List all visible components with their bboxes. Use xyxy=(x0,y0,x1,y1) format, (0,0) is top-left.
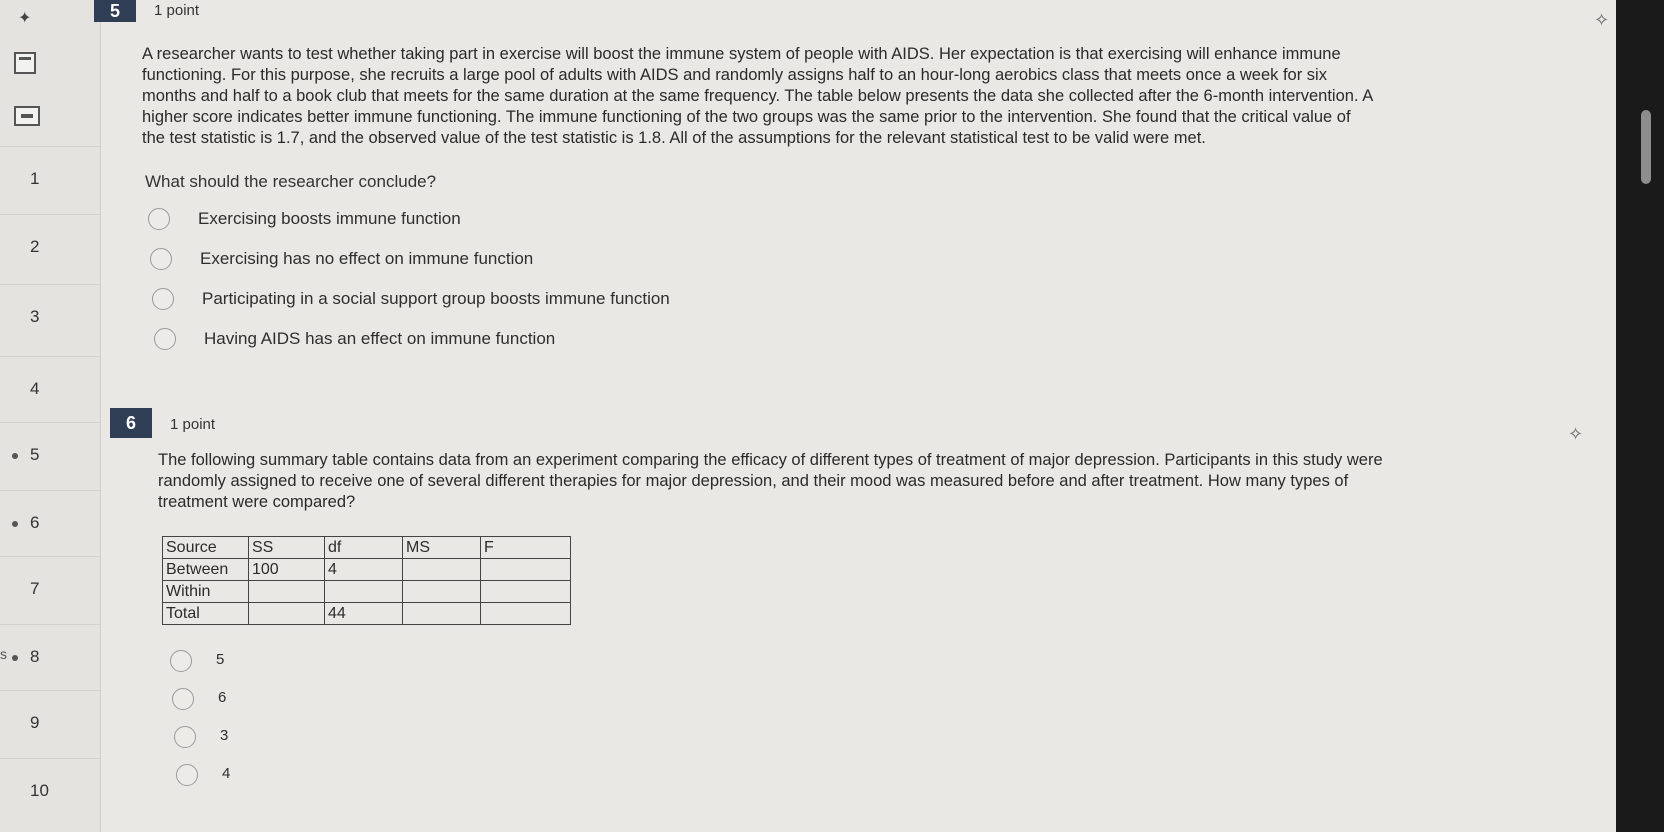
answered-dot-icon xyxy=(12,521,18,527)
radio-button[interactable] xyxy=(172,688,194,710)
sidebar-item-8[interactable] xyxy=(0,624,100,690)
answer-option-label: 6 xyxy=(218,689,227,706)
table-cell xyxy=(325,581,403,603)
table-header-cell: Source xyxy=(163,537,249,559)
question-text xyxy=(158,450,1598,513)
anova-summary-table xyxy=(162,536,571,625)
sidebar-top xyxy=(0,0,100,40)
question-nav-sidebar xyxy=(0,0,101,832)
sidebar-item-9[interactable] xyxy=(0,690,100,756)
question-number-badge: 6 xyxy=(110,408,152,438)
radio-button[interactable] xyxy=(170,650,192,672)
radio-button[interactable] xyxy=(148,208,170,230)
question-prompt: What should the researcher conclude? xyxy=(145,172,437,191)
pin-question-icon[interactable]: ✧ xyxy=(1568,424,1584,444)
radio-button[interactable] xyxy=(150,248,172,270)
table-header-cell: df xyxy=(325,537,403,559)
answer-option-label: Exercising boosts immune function xyxy=(198,209,461,228)
table-header-row xyxy=(163,537,571,559)
pin-icon[interactable]: ✦ xyxy=(18,10,32,27)
sidebar-number: 8 xyxy=(30,647,40,666)
question-text-line: randomly assigned to receive one of several different therapies for major depression, and their mood was measured before and after treatment. How many types of xyxy=(158,472,1349,490)
sidebar-item-5[interactable] xyxy=(0,422,100,488)
sidebar-item-6[interactable] xyxy=(0,490,100,556)
question-text-line: higher score indicates better immune functioning. The immune functioning of the two groups was the same prior to the intervention. She found that the critical value of xyxy=(142,108,1351,126)
table-cell: 44 xyxy=(325,603,403,625)
table-cell xyxy=(403,603,481,625)
panel-icon[interactable] xyxy=(14,52,36,74)
sidebar-number: 3 xyxy=(30,307,40,326)
question-text-line: months and half to a book club that meets for the same duration at the same frequency. The table below presents the data she collected after the 6-month intervention. A xyxy=(142,87,1374,105)
table-cell xyxy=(249,603,325,625)
question-text-line: the test statistic is 1.7, and the observed value of the test statistic is 1.8. All of the assumptions for the relevant statistical test to be valid were met. xyxy=(142,129,1206,147)
pin-question-icon[interactable]: ✧ xyxy=(1594,10,1610,30)
sidebar-number: 10 xyxy=(30,781,49,800)
table-cell xyxy=(403,559,481,581)
side-letter: s xyxy=(0,646,7,662)
screen-edge xyxy=(1616,0,1664,832)
radio-button[interactable] xyxy=(154,328,176,350)
sidebar-item-2[interactable] xyxy=(0,214,100,280)
question-text-line: The following summary table contains data from an experiment comparing the efficacy of different types of treatment of major depression. Participants in this study were xyxy=(158,451,1383,469)
table-cell xyxy=(481,581,571,603)
table-row xyxy=(163,559,571,581)
table-header-cell: MS xyxy=(403,537,481,559)
radio-button[interactable] xyxy=(152,288,174,310)
answer-option-label: 4 xyxy=(222,765,231,782)
question-text-line: functioning. For this purpose, she recruits a large pool of adults with AIDS and randomly assigns half to an hour-long aerobics class that meets once a week for six xyxy=(142,66,1327,84)
table-row xyxy=(163,603,571,625)
table-cell: Between xyxy=(163,559,249,581)
radio-button[interactable] xyxy=(176,764,198,786)
answer-option-label: Participating in a social support group boosts immune function xyxy=(202,289,670,308)
sidebar-item-3[interactable] xyxy=(0,284,100,350)
answer-option-label: Having AIDS has an effect on immune function xyxy=(204,329,556,348)
answer-option-label: 5 xyxy=(216,651,225,668)
table-cell xyxy=(481,559,571,581)
question-points: 1 point xyxy=(154,2,200,19)
question-text-line: treatment were compared? xyxy=(158,493,356,511)
table-header-cell: SS xyxy=(249,537,325,559)
radio-button[interactable] xyxy=(174,726,196,748)
sidebar-item-1[interactable] xyxy=(0,146,100,212)
question-points: 1 point xyxy=(170,416,216,433)
sidebar-number: 6 xyxy=(30,513,40,532)
sidebar-item-10[interactable] xyxy=(0,758,100,824)
table-cell xyxy=(403,581,481,603)
scrollbar-thumb[interactable] xyxy=(1641,110,1651,184)
answered-dot-icon xyxy=(12,453,18,459)
keyboard-icon[interactable] xyxy=(14,106,40,126)
answer-option-label: Exercising has no effect on immune function xyxy=(200,249,534,268)
question-text-line: A researcher wants to test whether taking part in exercise will boost the immune system of people with AIDS. Her expectation is that exercising will enhance immune xyxy=(142,45,1341,63)
sidebar-number: 9 xyxy=(30,713,40,732)
sidebar-number: 5 xyxy=(30,445,40,464)
table-cell xyxy=(249,581,325,603)
table-header-cell: F xyxy=(481,537,571,559)
sidebar-number: 2 xyxy=(30,237,40,256)
table-cell: Total xyxy=(163,603,249,625)
sidebar-item-4[interactable] xyxy=(0,356,100,422)
sidebar-number: 7 xyxy=(30,579,40,598)
table-cell xyxy=(481,603,571,625)
answered-dot-icon xyxy=(12,655,18,661)
sidebar-number: 4 xyxy=(30,379,40,398)
table-cell: 100 xyxy=(249,559,325,581)
answer-option-label: 3 xyxy=(220,727,229,744)
table-cell: Within xyxy=(163,581,249,603)
sidebar-item-7[interactable] xyxy=(0,556,100,622)
table-row xyxy=(163,581,571,603)
table-cell: 4 xyxy=(325,559,403,581)
sidebar-number: 1 xyxy=(30,169,40,188)
question-number-badge: 5 xyxy=(94,0,136,22)
question-text xyxy=(142,44,1602,149)
